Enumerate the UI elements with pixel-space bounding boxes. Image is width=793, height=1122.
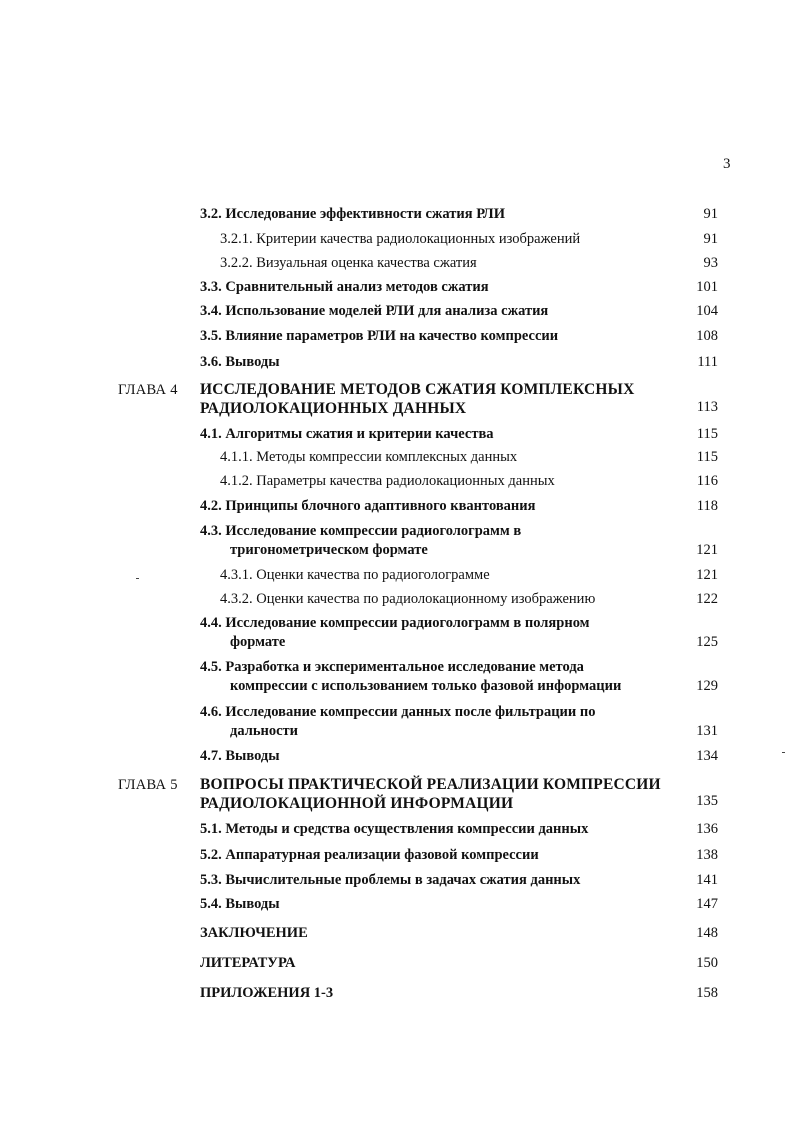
scan-speck xyxy=(782,752,785,753)
toc-entry-title: 4.6. Исследование компрессии данных после фильтрации по xyxy=(200,704,596,720)
toc-entry-title: 4.2. Принципы блочного адаптивного квантования xyxy=(200,498,536,514)
toc-entry-title: 4.1. Алгоритмы сжатия и критерии качества xyxy=(200,426,494,442)
toc-entry-page: 125 xyxy=(696,634,718,650)
toc-entry-page: 121 xyxy=(696,567,718,583)
toc-subentry xyxy=(220,230,580,249)
toc-entry-title: 4.1.1. Методы компрессии комплексных данных xyxy=(220,449,518,465)
toc-entry xyxy=(200,820,588,839)
toc-entry-page: 131 xyxy=(696,723,718,739)
toc-entry-page: 134 xyxy=(696,748,718,764)
toc-entry xyxy=(200,425,494,444)
chapter-label: ГЛАВА 4 xyxy=(118,382,178,398)
toc-entry-title: 3.4. Использование моделей РЛИ для анализа сжатия xyxy=(200,303,549,319)
toc-entry-page: 121 xyxy=(696,542,718,558)
toc-entry-title: 5.1. Методы и средства осуществления компрессии данных xyxy=(200,821,589,837)
toc-entry xyxy=(200,871,580,890)
toc-entry-title: ПРИЛОЖЕНИЯ 1-3 xyxy=(200,985,334,1001)
toc-entry-page: 111 xyxy=(697,354,718,370)
toc-entry-page: 104 xyxy=(696,303,718,319)
toc-entry-title: 4.3.2. Оценки качества по радиолокационному изображению xyxy=(220,591,596,607)
toc-subentry xyxy=(220,472,555,491)
toc-entry xyxy=(200,703,596,741)
toc-entry-page: 108 xyxy=(696,328,718,344)
toc-entry-title: 3.5. Влияние параметров РЛИ на качество компрессии xyxy=(200,328,559,344)
toc-entry-title-cont: компрессии с использованием только фазовой информации xyxy=(230,678,622,694)
chapter-title-line: РАДИОЛОКАЦИОННЫХ ДАННЫХ xyxy=(200,400,467,417)
toc-entry xyxy=(200,327,558,346)
toc-entry-page: 150 xyxy=(696,955,718,971)
toc-entry-page: 136 xyxy=(696,821,718,837)
scan-speck xyxy=(136,578,139,579)
toc-entry xyxy=(200,353,280,372)
toc-entry xyxy=(200,747,280,766)
toc-entry xyxy=(200,924,308,943)
chapter-title xyxy=(200,380,634,418)
toc-entry xyxy=(200,954,295,973)
toc-entry-title: 4.3.1. Оценки качества по радиоголограмме xyxy=(220,567,490,583)
toc-entry-title: 3.3. Сравнительный анализ методов сжатия xyxy=(200,279,489,295)
toc-entry xyxy=(200,302,548,321)
toc-entry-title: 5.2. Аппаратурная реализации фазовой компрессии xyxy=(200,847,539,863)
toc-entry-title: 4.1.2. Параметры качества радиолокационных данных xyxy=(220,473,555,489)
toc-entry-page: 118 xyxy=(696,498,718,514)
toc-entry-page: 147 xyxy=(696,896,718,912)
toc-entry-title: 3.2. Исследование эффективности сжатия РЛИ xyxy=(200,206,506,222)
toc-entry-page: 115 xyxy=(696,449,718,465)
toc-entry-title: 5.4. Выводы xyxy=(200,896,280,912)
toc-subentry xyxy=(220,448,517,467)
toc-entry-page: 93 xyxy=(703,255,718,271)
toc-entry xyxy=(200,846,539,865)
page-number: 3 xyxy=(723,156,731,172)
toc-entry xyxy=(200,522,521,560)
toc-entry-title-cont: формате xyxy=(230,634,286,650)
toc-entry-page: 91 xyxy=(703,206,718,222)
toc-entry xyxy=(200,658,621,696)
toc-entry-page: 135 xyxy=(696,793,718,809)
toc-subentry xyxy=(220,254,477,273)
toc-entry-title: 4.5. Разработка и экспериментальное исследование метода xyxy=(200,659,584,675)
toc-entry xyxy=(200,497,535,516)
chapter-title xyxy=(200,775,661,813)
toc-entry xyxy=(200,278,489,297)
toc-entry-page: 91 xyxy=(703,231,718,247)
toc-entry xyxy=(200,895,280,914)
toc-entry-title: ЛИТЕРАТУРА xyxy=(200,955,296,971)
chapter-label: ГЛАВА 5 xyxy=(118,777,178,793)
toc-entry-page: 116 xyxy=(696,473,718,489)
toc-entry-title: ЗАКЛЮЧЕНИЕ xyxy=(200,925,308,941)
toc-entry xyxy=(200,984,333,1003)
toc-entry xyxy=(200,205,505,224)
toc-entry-page: 141 xyxy=(696,872,718,888)
toc-entry-page: 113 xyxy=(696,399,718,415)
toc-entry xyxy=(200,614,590,652)
chapter-title-line: РАДИОЛОКАЦИОННОЙ ИНФОРМАЦИИ xyxy=(200,795,514,812)
toc-entry-title: 5.3. Вычислительные проблемы в задачах сжатия данных xyxy=(200,872,581,888)
toc-entry-title: 4.7. Выводы xyxy=(200,748,280,764)
toc-entry-page: 129 xyxy=(696,678,718,694)
toc-entry-title: 4.3. Исследование компрессии радиоголограмм в xyxy=(200,523,522,539)
chapter-title-line: ВОПРОСЫ ПРАКТИЧЕСКОЙ РЕАЛИЗАЦИИ КОМПРЕССИИ xyxy=(200,776,661,793)
toc-subentry xyxy=(220,566,490,585)
toc-entry-title: 3.2.1. Критерии качества радиолокационных изображений xyxy=(220,231,581,247)
toc-entry-page: 115 xyxy=(696,426,718,442)
toc-entry-title-cont: дальности xyxy=(230,723,299,739)
toc-entry-title: 3.6. Выводы xyxy=(200,354,280,370)
toc-entry-page: 101 xyxy=(696,279,718,295)
toc-entry-title: 4.4. Исследование компрессии радиоголограмм в полярном xyxy=(200,615,590,631)
toc-entry-page: 138 xyxy=(696,847,718,863)
chapter-title-line: ИССЛЕДОВАНИЕ МЕТОДОВ СЖАТИЯ КОМПЛЕКСНЫХ xyxy=(200,381,635,398)
toc-entry-title: 3.2.2. Визуальная оценка качества сжатия xyxy=(220,255,477,271)
toc-entry-page: 158 xyxy=(696,985,718,1001)
toc-subentry xyxy=(220,590,595,609)
toc-entry-page: 122 xyxy=(696,591,718,607)
toc-entry-page: 148 xyxy=(696,925,718,941)
toc-entry-title-cont: тригонометрическом формате xyxy=(230,542,428,558)
